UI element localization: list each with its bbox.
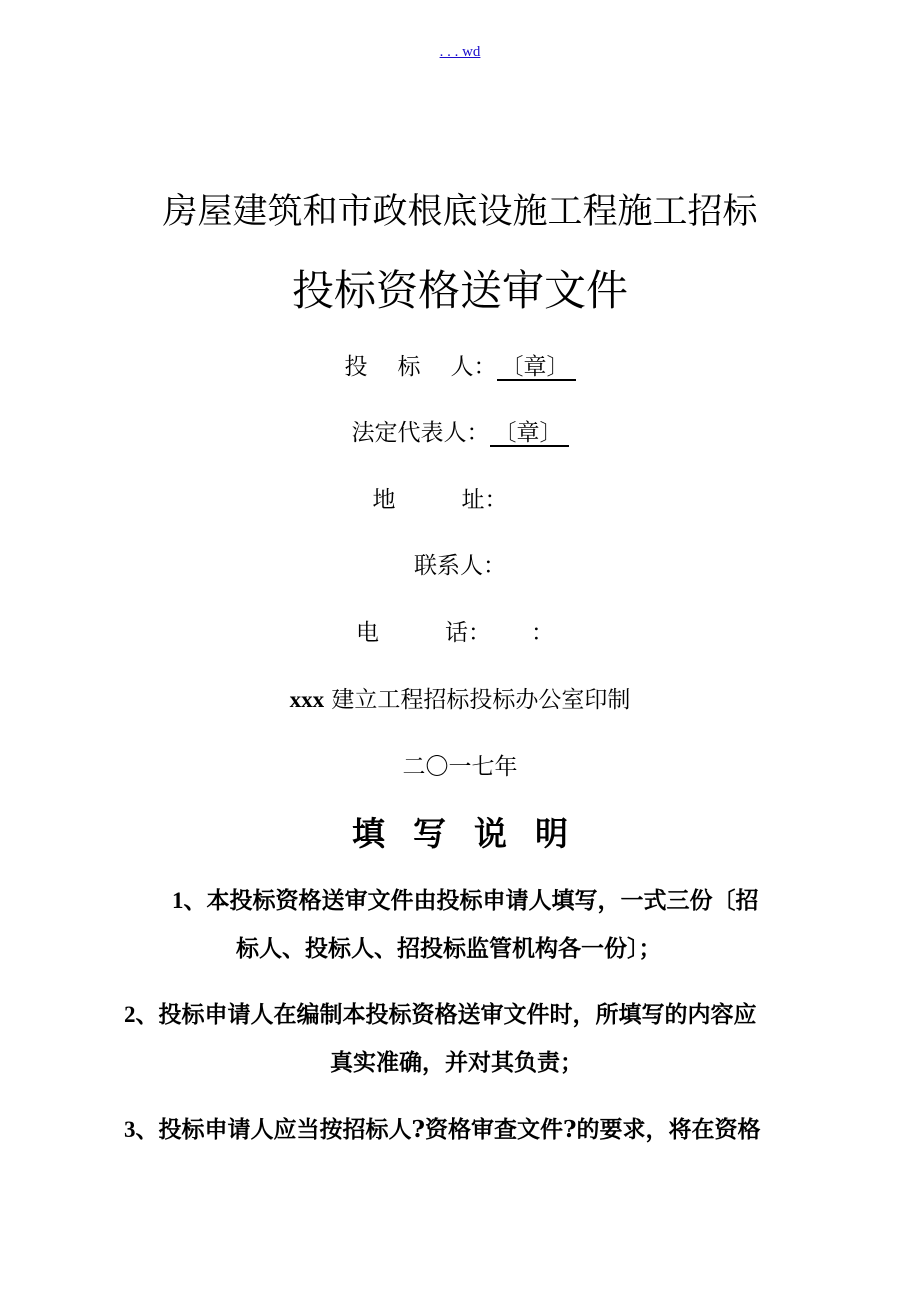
legal-rep-label: 法定代表人： bbox=[351, 420, 490, 446]
instructions-title-char-3: 说 bbox=[474, 814, 507, 853]
header-link[interactable]: . . . wd bbox=[439, 44, 481, 60]
legal-rep-seal-value: 〔章〕 bbox=[490, 421, 569, 447]
contact-label: 联系人： bbox=[414, 553, 506, 579]
instruction-item-2-line-2: 真实准确，并对其负责； bbox=[330, 1049, 583, 1076]
instructions-title-char-2: 写 bbox=[413, 814, 446, 853]
bidder-label-1: 投 bbox=[344, 354, 368, 380]
instructions-title bbox=[0, 808, 920, 855]
office-prefix: xxx bbox=[289, 687, 325, 712]
instructions-title-char-4: 明 bbox=[535, 814, 568, 853]
legal-rep-field bbox=[0, 414, 920, 447]
instruction-item-3-line-1 bbox=[124, 1111, 760, 1144]
phone-label-1: 电 bbox=[356, 620, 379, 646]
document-title-line2: 投标资格送审文件 bbox=[291, 266, 628, 315]
instruction-item-1-line-2: 标人、投标人、招投标监管机构各一份〕； bbox=[236, 935, 662, 962]
instruction-item-2-number: 2 bbox=[124, 1002, 136, 1027]
instructions-title-char-1: 填 bbox=[352, 814, 385, 853]
instruction-item-3-text: 、投标申请人应当按招标人?资格审查文件?的要求，将在资格 bbox=[135, 1116, 761, 1143]
bidder-seal-value: 〔章〕 bbox=[497, 355, 576, 381]
address-label-2: 址： bbox=[461, 487, 508, 513]
office-text: 建立工程招标投标办公室印制 bbox=[331, 687, 631, 713]
printing-office bbox=[0, 681, 920, 714]
bidder-label-3: 人： bbox=[450, 354, 497, 380]
document-title-line1: 房屋建筑和市政根底设施工程施工招标 bbox=[162, 192, 758, 232]
instruction-item-2-text: 、投标申请人在编制本投标资格送审文件时，所填写的内容应 bbox=[135, 1001, 757, 1028]
instruction-item-3-number: 3 bbox=[124, 1117, 136, 1142]
phone-colon: ： bbox=[531, 620, 554, 646]
address-field bbox=[0, 481, 920, 514]
instruction-item-1-number: 1 bbox=[172, 888, 184, 913]
bidder-field bbox=[0, 348, 920, 381]
instruction-item-1-text: 、本投标资格送审文件由投标申请人填写，一式三份〔招 bbox=[183, 887, 759, 914]
instruction-item-1-line-1 bbox=[172, 882, 759, 915]
document-year: 二〇一七年 bbox=[402, 754, 518, 780]
instruction-item-2-line-1 bbox=[124, 996, 757, 1029]
address-label-1: 地 bbox=[372, 487, 396, 513]
contact-field bbox=[0, 547, 920, 580]
bidder-label-2: 标 bbox=[397, 354, 421, 380]
phone-label-2: 话： bbox=[445, 620, 491, 646]
phone-field bbox=[0, 614, 920, 647]
